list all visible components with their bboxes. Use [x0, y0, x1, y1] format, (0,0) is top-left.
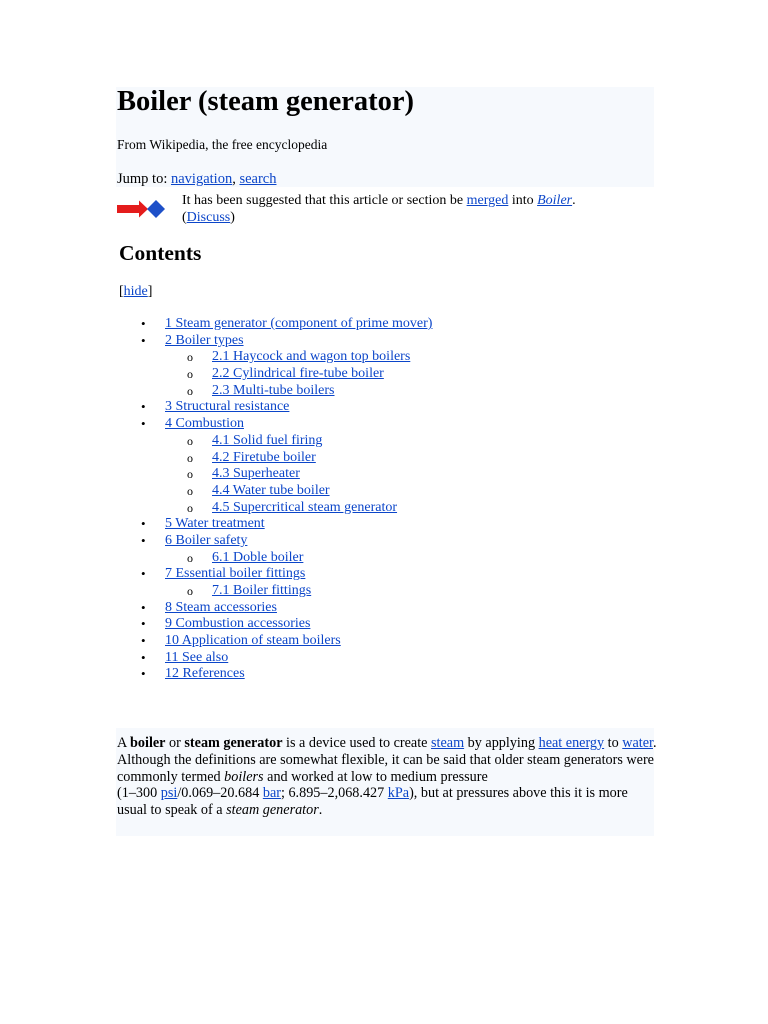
intro-italic-boilers: boilers — [224, 768, 264, 785]
toc-bullet: o — [187, 367, 193, 382]
toc-item — [0, 566, 432, 583]
toc-link[interactable]: 2 Boiler types — [165, 332, 244, 348]
intro-text: . — [318, 802, 323, 819]
toc-bullet: • — [141, 649, 146, 665]
toc-item — [0, 583, 432, 600]
merge-notice-line-2 — [182, 209, 576, 226]
toc-link[interactable]: 4.4 Water tube boiler — [212, 482, 330, 498]
navigation-link[interactable]: navigation — [170, 171, 233, 187]
toc-link[interactable]: 11 See also — [165, 649, 229, 665]
psi-link[interactable]: psi — [160, 785, 178, 802]
intro-text: and worked at low to medium pressure — [263, 768, 488, 785]
merge-arrow-icon — [117, 199, 167, 219]
merge-notice-line-1 — [182, 192, 576, 209]
toc-link[interactable]: 8 Steam accessories — [165, 599, 277, 615]
toc-bullet: • — [141, 516, 146, 532]
toc-toggle-bracket-open: [ — [119, 284, 124, 299]
toc-bullet: o — [187, 450, 193, 465]
toc-item — [0, 416, 432, 433]
merge-notice-text: into — [508, 193, 538, 208]
toc-item — [0, 600, 432, 617]
toc-item — [0, 383, 432, 400]
toc-item — [0, 349, 432, 366]
toc-link[interactable]: 3 Structural resistance — [165, 399, 290, 415]
toc-link[interactable]: 6.1 Doble boiler — [212, 549, 304, 565]
site-tagline: From Wikipedia, the free encyclopedia — [117, 137, 328, 152]
toc-bullet: • — [141, 316, 146, 331]
merge-notice-text: . — [572, 193, 576, 208]
contents-heading: Contents — [119, 241, 202, 265]
intro-text: to — [604, 735, 623, 751]
intro-text: /0.069–20.684 — [177, 785, 263, 802]
hide-toc-link[interactable]: hide — [123, 284, 148, 299]
toc-toggle-bracket-close: ] — [147, 284, 153, 299]
toc-bullet: • — [141, 332, 146, 348]
intro-text: is a device used to create — [282, 735, 432, 751]
toc-item — [0, 666, 432, 683]
toc-bullet: • — [141, 633, 146, 649]
toc-bullet: o — [187, 383, 193, 398]
intro-paragraph — [117, 735, 657, 819]
toc-item — [0, 516, 432, 533]
toc-toggle — [119, 284, 152, 300]
toc-link[interactable]: 9 Combustion accessories — [165, 616, 311, 632]
toc-link[interactable]: 4.5 Supercritical steam generator — [212, 499, 398, 515]
intro-bold-steam-generator: steam generator — [184, 735, 283, 751]
toc-item — [0, 450, 432, 467]
toc-link[interactable]: 4 Combustion — [165, 416, 244, 432]
toc-item — [0, 433, 432, 450]
toc-bullet: o — [187, 350, 193, 365]
toc-bullet: • — [141, 666, 146, 682]
toc-bullet: • — [141, 416, 146, 432]
toc-bullet: o — [187, 500, 193, 515]
toc-link[interactable]: 4.1 Solid fuel firing — [212, 432, 323, 448]
toc-bullet: o — [187, 550, 193, 565]
merged-link[interactable]: merged — [466, 193, 509, 208]
toc-item — [0, 399, 432, 416]
toc-link[interactable]: 2.3 Multi-tube boilers — [212, 382, 335, 398]
toc-item — [0, 333, 432, 350]
intro-text: ; 6.895–2,068.427 — [280, 785, 388, 802]
toc-bullet: • — [141, 566, 146, 582]
toc-link[interactable]: 7 Essential boiler fittings — [165, 566, 306, 582]
toc-bullet: • — [141, 532, 146, 548]
toc-link[interactable]: 12 References — [165, 666, 245, 682]
intro-italic-steam-generator: steam generator — [226, 802, 319, 819]
toc-link[interactable]: 2.2 Cylindrical fire-tube boiler — [212, 366, 384, 382]
toc-bullet: • — [141, 616, 146, 632]
toc-item — [0, 633, 432, 650]
intro-text: A — [117, 735, 131, 751]
merge-arrow-red-icon — [117, 201, 148, 218]
jump-to-label: Jump to: — [117, 171, 171, 187]
toc-link[interactable]: 4.2 Firetube boiler — [212, 449, 316, 465]
discuss-link[interactable]: Discuss — [186, 210, 231, 225]
intro-text: by applying — [464, 735, 539, 751]
page-title: Boiler (steam generator) — [117, 86, 415, 117]
toc-item — [0, 616, 432, 633]
toc-link[interactable]: 1 Steam generator (component of prime mover) — [165, 316, 433, 331]
heat-energy-link[interactable]: heat energy — [538, 735, 605, 751]
toc-item — [0, 550, 432, 567]
table-of-contents — [0, 316, 432, 683]
intro-text: . Although the definitions are somewhat flexible, it can be said that older steam generators were commonly termed — [117, 735, 657, 785]
intro-text: or — [165, 735, 185, 751]
intro-text: (1–300 — [117, 785, 161, 802]
toc-link[interactable]: 4.3 Superheater — [212, 466, 300, 482]
toc-item — [0, 466, 432, 483]
merge-diamond-blue-icon — [147, 200, 165, 218]
toc-link[interactable]: 7.1 Boiler fittings — [212, 583, 312, 598]
discuss-paren-open: ( — [182, 210, 187, 225]
toc-item — [0, 533, 432, 550]
toc-item — [0, 500, 432, 517]
bar-link[interactable]: bar — [262, 785, 281, 802]
jump-separator: , — [232, 171, 240, 187]
toc-link[interactable]: 6 Boiler safety — [165, 532, 248, 548]
kpa-link[interactable]: kPa — [387, 785, 410, 802]
intro-text: ), but at pressures above this it is more usual to speak of a — [117, 785, 628, 819]
toc-bullet: • — [141, 599, 146, 615]
jump-to-bar — [117, 171, 276, 188]
toc-item — [0, 483, 432, 500]
discuss-paren-close: ) — [230, 210, 235, 225]
water-link[interactable]: water — [622, 735, 653, 751]
toc-item — [0, 366, 432, 383]
toc-item — [0, 316, 432, 333]
toc-bullet: o — [187, 483, 193, 498]
toc-item — [0, 650, 432, 667]
toc-link[interactable]: 5 Water treatment — [165, 516, 265, 532]
steam-link[interactable]: steam — [431, 735, 465, 751]
search-link[interactable]: search — [239, 171, 277, 187]
merge-notice — [182, 192, 576, 226]
intro-bold-boiler: boiler — [130, 735, 166, 751]
toc-bullet: o — [187, 433, 193, 448]
toc-bullet: • — [141, 399, 146, 415]
toc-link[interactable]: 2.1 Haycock and wagon top boilers — [212, 349, 411, 365]
toc-bullet: o — [187, 467, 193, 482]
toc-link[interactable]: 10 Application of steam boilers — [165, 633, 341, 649]
boiler-target-link[interactable]: Boiler — [537, 193, 573, 208]
merge-notice-text: It has been suggested that this article or section be — [182, 193, 467, 208]
toc-bullet: o — [187, 584, 193, 598]
